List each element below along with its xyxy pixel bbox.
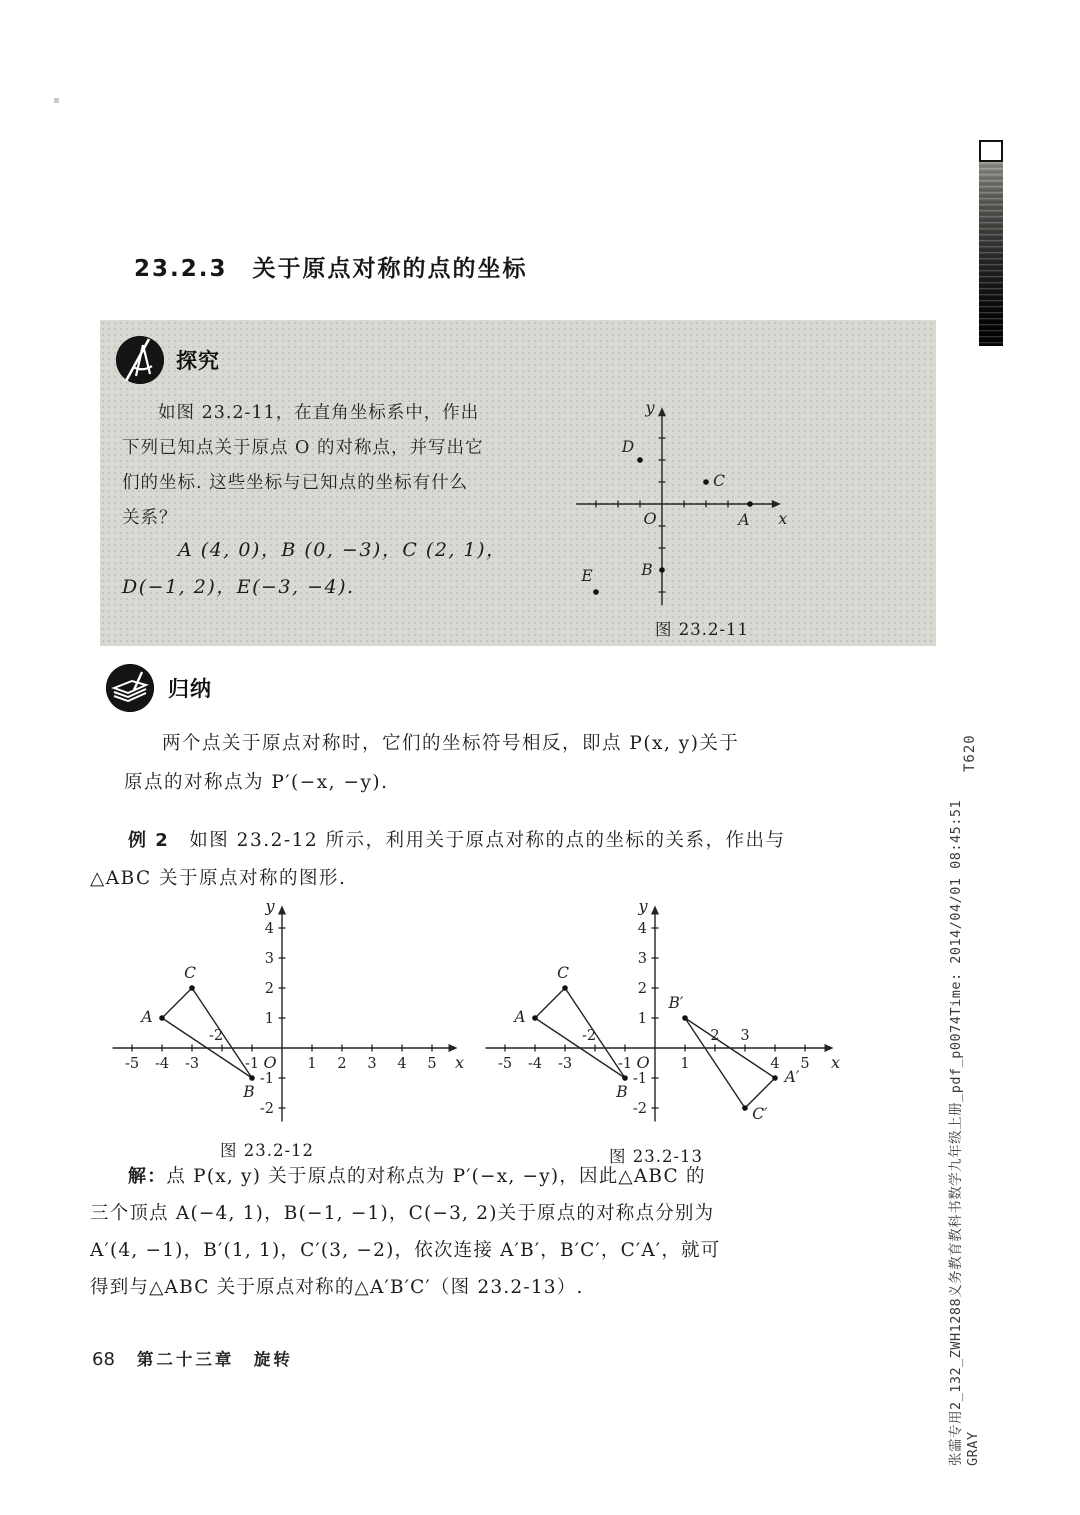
svg-text:2: 2 bbox=[637, 981, 647, 997]
svg-text:y: y bbox=[265, 896, 275, 916]
svg-text:B: B bbox=[616, 1083, 628, 1101]
svg-text:3: 3 bbox=[367, 1056, 377, 1072]
explore-header bbox=[116, 336, 220, 384]
figure-23-2-13-caption: 图 23.2-13 bbox=[608, 1147, 704, 1166]
svg-text:O: O bbox=[636, 1053, 650, 1072]
svg-text:B: B bbox=[641, 561, 653, 579]
svg-text:C′: C′ bbox=[752, 1105, 768, 1123]
figure-23-2-12 bbox=[84, 893, 476, 1161]
svg-text:-4: -4 bbox=[154, 1056, 170, 1072]
svg-text:-5: -5 bbox=[497, 1056, 513, 1072]
svg-text:B: B bbox=[243, 1083, 255, 1101]
solution-line: A′(4, −1)，B′(1, 1)，C′(3, −2)，依次连接 A′B′，B′C′，C′A′，就可 bbox=[90, 1240, 721, 1261]
svg-text:-1: -1 bbox=[244, 1056, 260, 1072]
svg-text:-3: -3 bbox=[557, 1056, 573, 1072]
svg-text:1: 1 bbox=[637, 1011, 647, 1027]
solution-line: 三个顶点 A(−4, 1)，B(−1, −1)，C(−3, 2)关于原点的对称点分别为 bbox=[90, 1203, 715, 1224]
calibration-strip bbox=[979, 140, 1003, 346]
svg-text:C: C bbox=[713, 472, 725, 490]
figure-23-2-12-plot bbox=[84, 893, 476, 1133]
svg-text:-3: -3 bbox=[184, 1056, 200, 1072]
given-points bbox=[122, 532, 592, 606]
explore-paragraph bbox=[122, 396, 574, 536]
svg-text:A: A bbox=[738, 511, 750, 529]
svg-text:2: 2 bbox=[710, 1028, 720, 1044]
svg-text:3: 3 bbox=[264, 951, 274, 967]
notebook-icon bbox=[106, 664, 154, 712]
svg-text:x: x bbox=[454, 1053, 465, 1072]
svg-text:E: E bbox=[581, 567, 593, 585]
points-line: D(−1, 2)，E(−3, −4). bbox=[122, 576, 355, 598]
section-title: 23.2.3 关于原点对称的点的坐标 bbox=[134, 256, 528, 282]
svg-text:2: 2 bbox=[337, 1056, 347, 1072]
chapter-title: 第二十三章 旋转 bbox=[136, 1350, 293, 1369]
svg-text:x: x bbox=[778, 509, 788, 528]
svg-text:D: D bbox=[621, 438, 635, 456]
svg-text:4: 4 bbox=[264, 921, 274, 937]
svg-text:-1: -1 bbox=[259, 1071, 274, 1087]
summary-label: 归纳 bbox=[168, 677, 212, 701]
explore-line: 如图 23.2-11，在直角坐标系中，作出 bbox=[158, 403, 480, 423]
svg-text:3: 3 bbox=[637, 951, 647, 967]
example-label: 例 2 bbox=[128, 830, 170, 851]
svg-text:5: 5 bbox=[800, 1056, 810, 1072]
example-paragraph bbox=[90, 822, 940, 898]
svg-text:y: y bbox=[638, 896, 648, 916]
explore-label: 探究 bbox=[176, 349, 220, 373]
figure-23-2-13 bbox=[460, 893, 852, 1167]
calibration-gradient bbox=[979, 162, 1003, 346]
figure-23-2-12-caption: 图 23.2-12 bbox=[219, 1141, 315, 1160]
summary-line: 两个点关于原点对称时，它们的坐标符号相反，即点 P(x, y)关于 bbox=[162, 733, 740, 754]
svg-text:5: 5 bbox=[427, 1056, 437, 1072]
svg-text:-2: -2 bbox=[581, 1028, 597, 1044]
svg-text:4: 4 bbox=[770, 1056, 780, 1072]
solution-line-1 bbox=[90, 1158, 942, 1195]
points-line: A (4, 0)，B (0, −3)，C (2, 1)， bbox=[178, 539, 507, 561]
figure-23-2-11-plot bbox=[532, 382, 844, 610]
svg-text:1: 1 bbox=[680, 1056, 690, 1072]
svg-text:-2: -2 bbox=[208, 1028, 224, 1044]
explore-line: 关系？ bbox=[122, 508, 178, 528]
svg-text:-5: -5 bbox=[124, 1056, 140, 1072]
explore-line: 们的坐标. 这些坐标与已知点的坐标有什么 bbox=[122, 473, 469, 493]
figure-23-2-11 bbox=[532, 382, 844, 640]
solution-line: 得到与△ABC 关于原点对称的△A′B′C′（图 23.2-13）. bbox=[90, 1277, 584, 1298]
svg-text:-2: -2 bbox=[632, 1101, 647, 1117]
compass-icon bbox=[116, 336, 164, 384]
svg-text:1: 1 bbox=[264, 1011, 274, 1027]
svg-text:1: 1 bbox=[307, 1056, 317, 1072]
explore-line: 下列已知点关于原点 O 的对称点，并写出它 bbox=[122, 438, 484, 458]
summary-line: 原点的对称点为 P′(−x, −y). bbox=[124, 772, 389, 793]
page-footer bbox=[92, 1346, 293, 1370]
summary-paragraph bbox=[124, 724, 934, 802]
svg-text:3: 3 bbox=[740, 1028, 750, 1044]
svg-text:4: 4 bbox=[397, 1056, 407, 1072]
example-line-1-text: 如图 23.2-12 所示，利用关于原点对称的点的坐标的关系，作出与 bbox=[169, 830, 786, 851]
margin-code: T620 bbox=[962, 734, 978, 772]
svg-text:-4: -4 bbox=[527, 1056, 543, 1072]
svg-text:O: O bbox=[263, 1053, 277, 1072]
solution-paragraph bbox=[90, 1158, 942, 1306]
svg-text:2: 2 bbox=[264, 981, 274, 997]
scan-speck bbox=[54, 98, 59, 103]
svg-text:B′: B′ bbox=[668, 994, 684, 1012]
watermark-text: 张霝专用2_132_ZWH1288义务教育教科书数学九年级上册_pdf_p0074Time: 2014/04/01 08:45:51 bbox=[948, 799, 964, 1466]
figure-23-2-13-plot bbox=[460, 893, 852, 1133]
svg-text:4: 4 bbox=[637, 921, 647, 937]
figure-23-2-11-caption: 图 23.2-11 bbox=[654, 620, 750, 639]
svg-text:x: x bbox=[830, 1053, 841, 1072]
solution-label: 解： bbox=[128, 1166, 167, 1187]
svg-text:A′: A′ bbox=[784, 1068, 800, 1086]
svg-text:C: C bbox=[184, 964, 196, 982]
watermark-gray-label: GRAY bbox=[965, 1431, 981, 1466]
example-line-1 bbox=[90, 822, 940, 860]
summary-header bbox=[106, 664, 212, 712]
svg-text:A: A bbox=[514, 1008, 526, 1026]
calibration-white-box bbox=[979, 140, 1003, 162]
svg-text:C: C bbox=[557, 964, 569, 982]
svg-text:-1: -1 bbox=[617, 1056, 633, 1072]
svg-text:-1: -1 bbox=[632, 1071, 647, 1087]
solution-line-1-text: 点 P(x, y) 关于原点的对称点为 P′(−x, −y)，因此△ABC 的 bbox=[166, 1166, 706, 1187]
svg-text:y: y bbox=[645, 398, 655, 418]
svg-text:A: A bbox=[141, 1008, 153, 1026]
page-number: 68 bbox=[92, 1349, 115, 1370]
svg-text:-2: -2 bbox=[259, 1101, 274, 1117]
svg-text:O: O bbox=[643, 509, 657, 528]
margin-watermark bbox=[948, 800, 982, 1466]
example-line-2: △ABC 关于原点对称的图形. bbox=[90, 868, 347, 889]
